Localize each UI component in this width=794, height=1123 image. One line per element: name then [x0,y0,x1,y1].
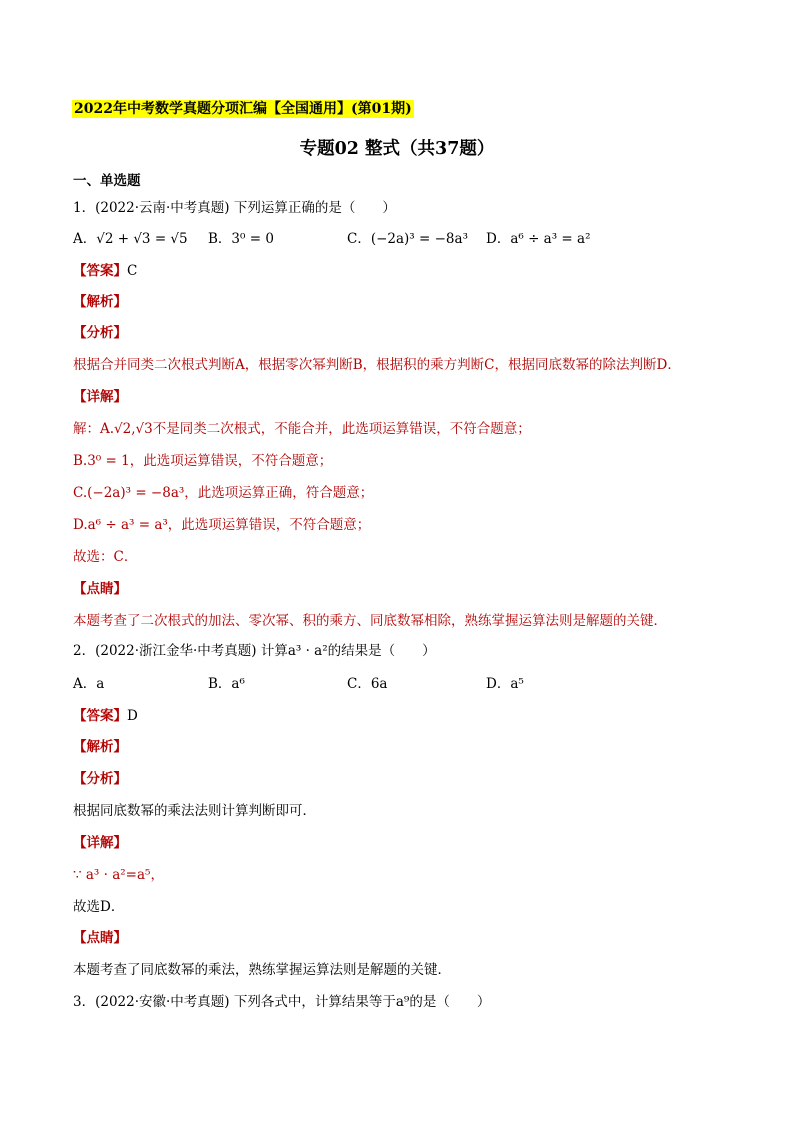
q1-detail-1: 解：A.√2,√3不是同类二次根式，不能合并，此选项运算错误，不符合题意； [73,421,531,437]
q2-stem: 2．(2022·浙江金华·中考真题) 计算a³ · a²的结果是（ ） [73,643,436,659]
answer-value: C [127,263,138,279]
document-header: 2022年中考数学真题分项汇编【全国通用】(第01期) [74,101,412,117]
q2-detail-1: ∵ a³ · a²=a⁵， [73,867,164,883]
section-heading: 一、单选题 [73,173,141,189]
q2-fenxi-text: 根据同底数幂的乘法法则计算判断即可． [73,803,316,819]
q1-detail-4: D.a⁶ ÷ a³ = a³，此选项运算错误，不符合题意； [73,517,371,533]
q2-option-b: B．a⁶ [208,676,245,692]
q2-options [73,675,754,695]
q2-dianjing-text: 本题考查了同底数幂的乘法，熟练掌握运算法则是解题的关键． [73,962,451,978]
q1-dianjing-tag: 【点睛】 [73,581,127,597]
q2-option-d: D．a⁵ [486,676,524,692]
q1-jiexi-tag: 【解析】 [73,294,127,310]
q1-answer [73,262,754,280]
q3-stem: 3．(2022·安徽·中考真题) 下列各式中，计算结果等于a⁹的是（ ） [73,994,491,1010]
q2-option-c: C．6a [347,676,388,692]
q1-xiangjie-tag: 【详解】 [73,389,127,405]
q1-option-b: B．3⁰ = 0 [208,231,274,247]
q1-stem: 1．(2022·云南·中考真题) 下列运算正确的是（ ） [73,200,396,216]
q2-dianjing-tag: 【点睛】 [73,930,127,946]
q1-detail-2: B.3⁰ = 1，此选项运算错误，不符合题意； [73,453,333,469]
answer-tag: 【答案】 [73,708,127,724]
q1-option-d: D．a⁶ ÷ a³ = a² [486,231,591,247]
q2-fenxi-tag: 【分析】 [73,771,127,787]
q2-jiexi-tag: 【解析】 [73,739,127,755]
q2-detail-2: 故选D． [73,899,125,915]
q1-detail-3: C.(−2a)³ = −8a³，此选项运算正确，符合题意； [73,485,374,501]
q1-fenxi-tag: 【分析】 [73,325,127,341]
q1-option-c: C．(−2a)³ = −8a³ [347,231,468,247]
page-title: 专题02 整式（共37题） [299,139,495,159]
q1-option-a: A．√2 + √3 = √5 [73,231,188,247]
q1-options [73,230,754,250]
q1-dianjing-text: 本题考查了二次根式的加法、零次幂、积的乘方、同底数幂相除，熟练掌握运算法则是解题的关键． [73,613,667,629]
answer-value: D [127,708,138,724]
q2-xiangjie-tag: 【详解】 [73,835,127,851]
answer-tag: 【答案】 [73,263,127,279]
q2-answer [73,707,754,725]
q2-option-a: A．a [73,676,105,692]
q1-detail-5: 故选：C． [73,549,138,565]
q1-fenxi-text: 根据合并同类二次根式判断A，根据零次幂判断B，根据积的乘方判断C，根据同底数幂的除法判断D． [73,357,681,373]
